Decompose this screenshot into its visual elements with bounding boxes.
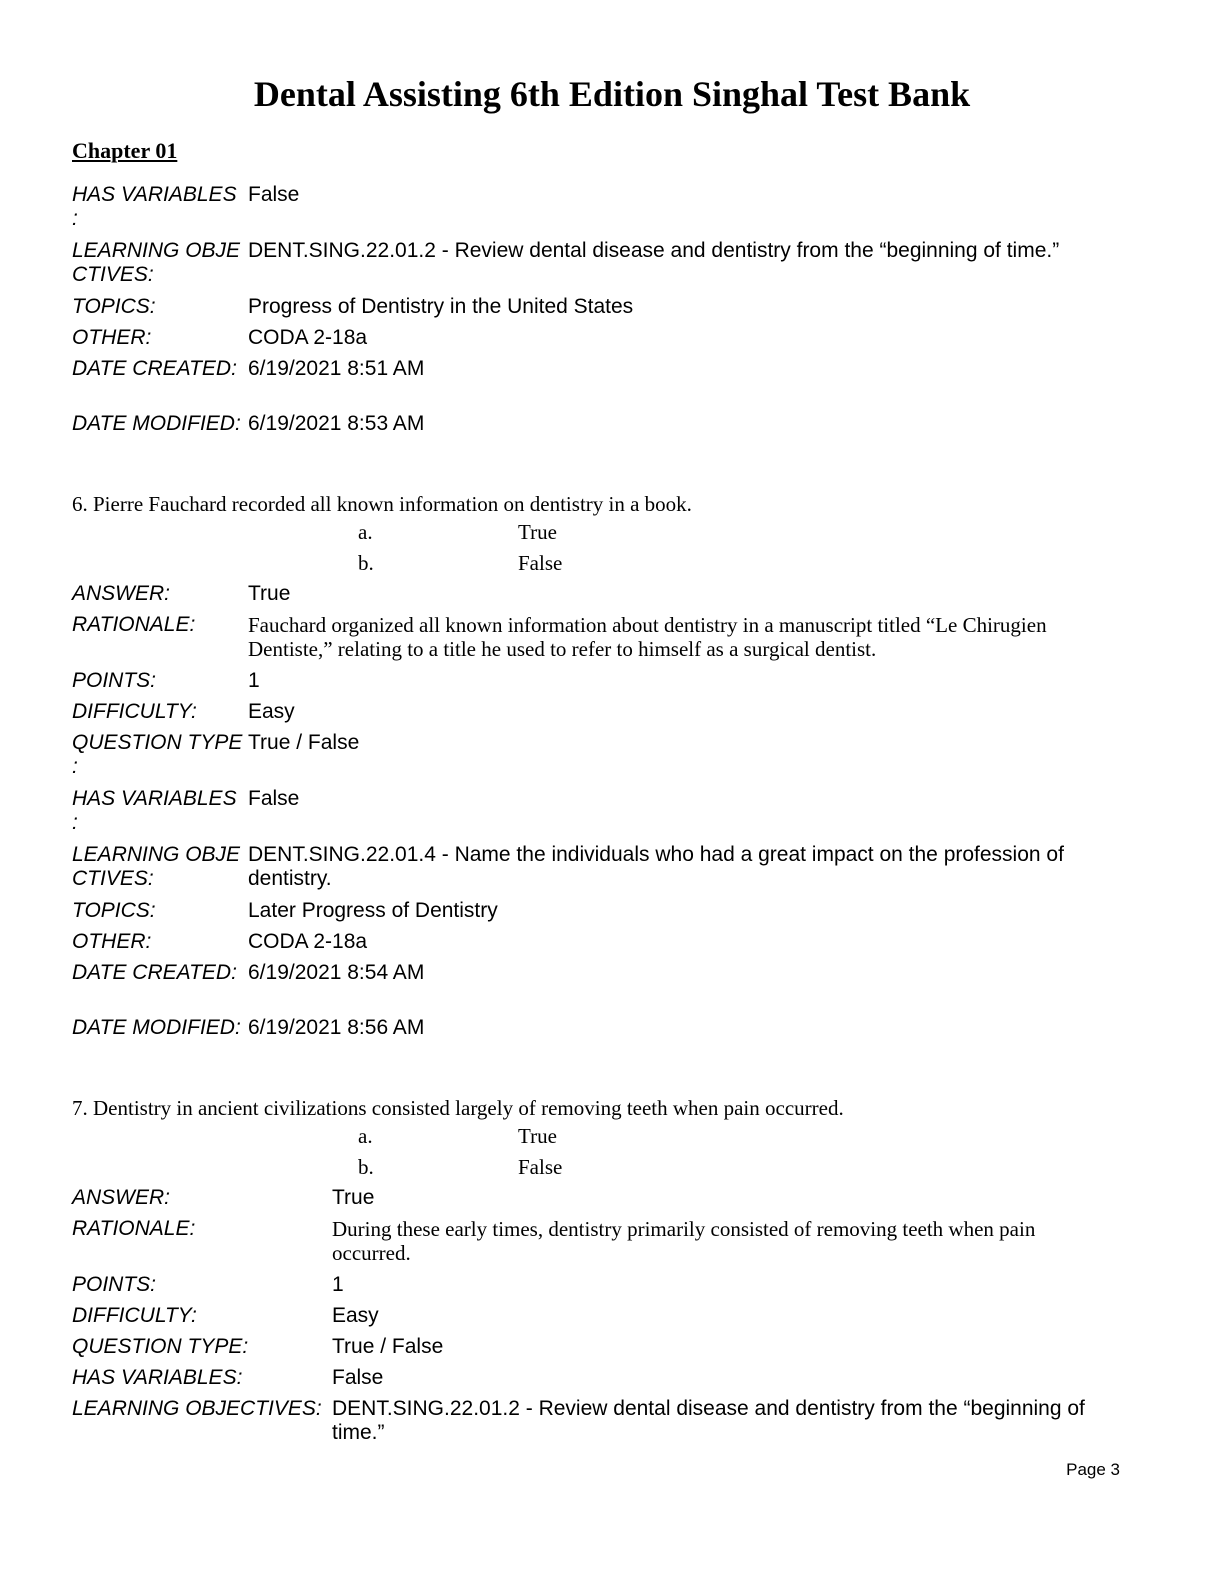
date-modified-value: 6/19/2021 8:56 AM xyxy=(248,1016,425,1039)
learning-objectives-label: LEARNING OBJE CTIVES: xyxy=(72,843,241,890)
date-created-value: 6/19/2021 8:51 AM xyxy=(248,357,425,380)
date-created-label: DATE CREATED: xyxy=(72,357,237,380)
option-letter: a. xyxy=(358,1124,373,1148)
other-label: OTHER: xyxy=(72,930,152,953)
option-text: False xyxy=(518,1155,563,1179)
learning-objectives-value: DENT.SING.22.01.4 - Name the individuals who had a great impact on the profession of dentistry. xyxy=(248,843,1064,890)
option-letter: b. xyxy=(358,551,374,575)
question-type-value: True / False xyxy=(248,731,360,754)
points-label: POINTS: xyxy=(72,669,157,692)
rationale-value: Fauchard organized all known information about dentistry in a manuscript titled “Le Chirugien Dentiste,” relating to a title he used to refer to himself as a surgical dentist. xyxy=(248,613,1047,661)
learning-objectives-value: DENT.SING.22.01.2 - Review dental disease and dentistry from the “beginning of time.” xyxy=(332,1397,1085,1444)
difficulty-value: Easy xyxy=(248,700,295,723)
has-variables-value: False xyxy=(248,787,300,810)
difficulty-label: DIFFICULTY: xyxy=(72,700,197,723)
has-variables-value: False xyxy=(248,183,300,206)
question-type-label: QUESTION TYPE: xyxy=(72,1335,249,1358)
points-value: 1 xyxy=(332,1273,344,1296)
option-text: True xyxy=(518,1124,557,1148)
question-type-value: True / False xyxy=(332,1335,444,1358)
question-text: 6. Pierre Fauchard recorded all known information on dentistry in a book. xyxy=(72,492,692,516)
other-value: CODA 2-18a xyxy=(248,326,368,349)
answer-label: ANSWER: xyxy=(72,582,171,605)
rationale-label: RATIONALE: xyxy=(72,613,196,636)
date-modified-label: DATE MODIFIED: xyxy=(72,412,241,435)
option-letter: a. xyxy=(358,520,373,544)
date-modified-value: 6/19/2021 8:53 AM xyxy=(248,412,425,435)
question-type-label: QUESTION TYPE : xyxy=(72,731,243,778)
learning-objectives-label: LEARNING OBJE CTIVES: xyxy=(72,239,241,286)
date-modified-label: DATE MODIFIED: xyxy=(72,1016,241,1039)
rationale-value: During these early times, dentistry primarily consisted of removing teeth when pain occurred. xyxy=(332,1217,1036,1265)
has-variables-label: HAS VARIABLES : xyxy=(72,183,237,230)
has-variables-value: False xyxy=(332,1366,384,1389)
answer-value: True xyxy=(332,1186,375,1209)
other-value: CODA 2-18a xyxy=(248,930,368,953)
date-created-value: 6/19/2021 8:54 AM xyxy=(248,961,425,984)
document-title: Dental Assisting 6th Edition Singhal Test Bank xyxy=(253,74,971,114)
difficulty-value: Easy xyxy=(332,1304,379,1327)
topics-value: Progress of Dentistry in the United States xyxy=(248,295,634,318)
option-text: False xyxy=(518,551,563,575)
date-created-label: DATE CREATED: xyxy=(72,961,237,984)
page-number: Page 3 xyxy=(1066,1460,1120,1479)
topics-label: TOPICS: xyxy=(72,295,156,318)
option-letter: b. xyxy=(358,1155,374,1179)
has-variables-label: HAS VARIABLES : xyxy=(72,787,237,834)
rationale-label: RATIONALE: xyxy=(72,1217,196,1240)
learning-objectives-value: DENT.SING.22.01.2 - Review dental disease and dentistry from the “beginning of time.” xyxy=(248,239,1060,262)
chapter-heading: Chapter 01 xyxy=(72,138,178,163)
other-label: OTHER: xyxy=(72,326,152,349)
topics-value: Later Progress of Dentistry xyxy=(248,899,498,922)
difficulty-label: DIFFICULTY: xyxy=(72,1304,197,1327)
points-value: 1 xyxy=(248,669,260,692)
option-text: True xyxy=(518,520,557,544)
learning-objectives-label: LEARNING OBJECTIVES: xyxy=(72,1397,322,1420)
answer-label: ANSWER: xyxy=(72,1186,171,1209)
topics-label: TOPICS: xyxy=(72,899,156,922)
points-label: POINTS: xyxy=(72,1273,157,1296)
answer-value: True xyxy=(248,582,291,605)
has-variables-label: HAS VARIABLES: xyxy=(72,1366,243,1389)
question-text: 7. Dentistry in ancient civilizations consisted largely of removing teeth when pain occurred. xyxy=(72,1096,844,1120)
